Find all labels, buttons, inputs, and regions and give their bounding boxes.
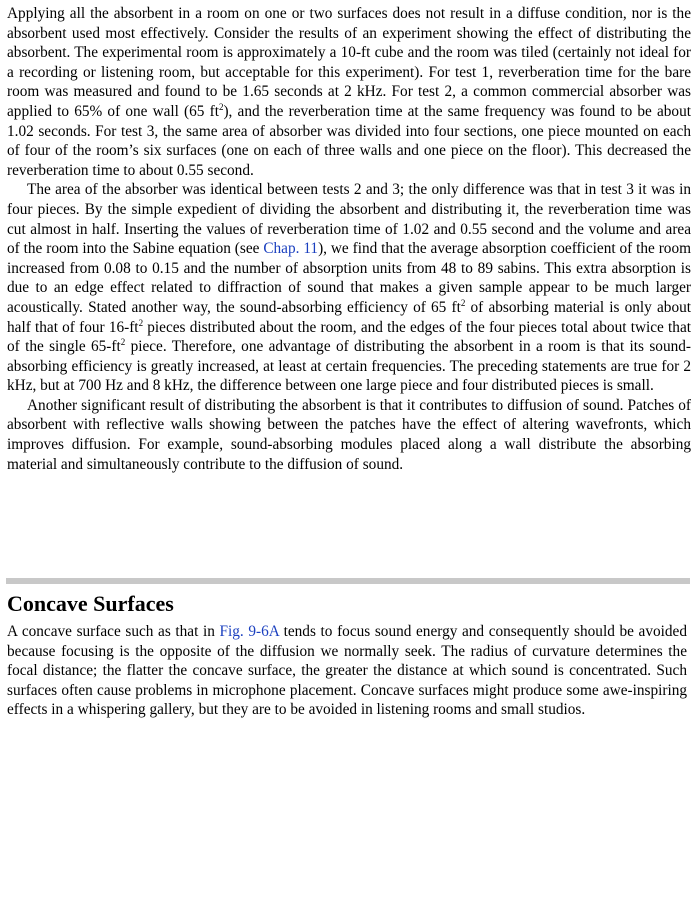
paragraph-diffusion: Another significant result of distributing the absorbent is that it contributes to diffusion of sound. Patches of absorbent with reflective walls showing between the patches have the effect of altering wavefronts, which improves diffusion. For example, sound-absorbing modules placed along a wall distribute the absorbing material and simultaneously contribute to the diffusion of sound. <box>7 396 691 473</box>
section-divider <box>6 578 690 584</box>
superscript: 2 <box>120 337 126 348</box>
paragraph-concave-surfaces: A concave surface such as that in Fig. 9-6A tends to focus sound energy and consequently should be avoided because focusing is the opposite of the diffusion we normally seek. The radius of curvature determines the focal distance; the flatter the concave surface, the greater the distance at which sound is concentrated. Such surfaces often cause problems in microphone placement. Concave surfaces might produce some awe-inspiring effects in a whispering gallery, but they are to be avoided in listening rooms and small studios. <box>7 623 687 719</box>
superscript: 2 <box>460 297 466 308</box>
chap-11-link[interactable]: Chap. 11 <box>263 240 319 258</box>
fig-9-6a-link[interactable]: Fig. 9-6A <box>219 623 279 640</box>
superscript: 2 <box>138 317 144 328</box>
paragraph-absorber-area: The area of the absorber was identical between tests 2 and 3; the only difference was that in test 3 it was in four pieces. By the simple expedient of dividing the absorbent and distributing it, the reverberation time was cut almost in half. Inserting the values of reverberation time of 1.02 and 0.55 second and the volume and area of the room into the Sabine equation (see Chap. 11), we find that the average absorption coefficient of the room increased from 0.08 to 0.15 and the number of absorption units from 48 to 89 sabins. This extra absorption is due to an edge effect related to diffraction of sound that makes a given sample appear to be much larger acoustically. Stated another way, the sound-absorbing efficiency of 65 $ft^2$ of absorbing material is only about half that of four $16-ft^2$ pieces distributed about the room, and the edges of the four pieces total about twice that of the single $65-ft^2$ piece. Therefore, one advantage of distributing the absorbent in a room is that its sound-absorbing efficiency is greatly increased, at least at certain frequencies. The preceding statements are true for 2 kHz, but at 700 Hz and 8 kHz, the difference between one large piece and four distributed pieces is small. <box>7 181 692 395</box>
body-text <box>7 4 691 474</box>
concave-surfaces-section <box>7 622 687 720</box>
section-heading: Concave Surfaces <box>7 591 174 616</box>
superscript: 2 <box>218 101 224 112</box>
paragraph-absorbent-distribution: Applying all the absorbent in a room on one or two surfaces does not result in a diffuse condition, nor is the absorbent used most effectively. Consider the results of an experiment showing the effect of distributing the absorbent. The experimental room is approximately a 10-ft cube and the room was tiled (certainly not ideal for a recording or listening room, but acceptable for this experiment). For test 1, reverberation time for the bare room was measured and found to be 1.65 seconds at 2 kHz. For test 2, a common commercial absorber was applied to 65% of one wall (65 $ft^2$), and the reverberation time at the same frequency was found to be about 1.02 seconds. For test 3, the same area of absorber was divided into four sections, one piece mounted on each of four of the room’s six surfaces (one on each of three walls and one piece on the floor). This decreased the reverberation time to about 0.55 second. <box>7 5 691 179</box>
